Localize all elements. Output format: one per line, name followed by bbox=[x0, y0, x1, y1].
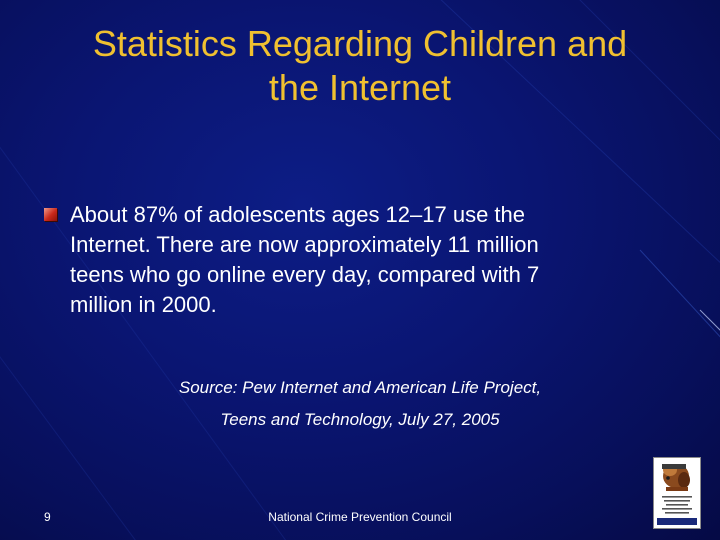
source-line: Source: Pew Internet and American Life Project, bbox=[178, 378, 542, 397]
bullet-line: About 87% of adolescents ages 12–17 use the bbox=[70, 202, 526, 227]
source-line: Teens and Technology, July 27, 2005 bbox=[220, 410, 500, 429]
ncpc-logo bbox=[653, 457, 701, 529]
title-line: the Internet bbox=[268, 67, 452, 108]
square-bullet-icon bbox=[44, 208, 57, 221]
title-line: Statistics Regarding Children and bbox=[92, 23, 628, 64]
source-citation bbox=[60, 372, 660, 436]
mcgruff-dog-icon bbox=[654, 458, 700, 528]
bullet-text bbox=[70, 200, 690, 320]
bullet-line: million in 2000. bbox=[70, 292, 217, 317]
slide-number: 9 bbox=[44, 510, 51, 524]
bullet-line: teens who go online every day, compared with 7 bbox=[70, 262, 540, 287]
slide-title bbox=[40, 22, 680, 110]
footer-text: National Crime Prevention Council bbox=[268, 510, 452, 524]
bullet-line: Internet. There are now approximately 11 million bbox=[70, 232, 539, 257]
